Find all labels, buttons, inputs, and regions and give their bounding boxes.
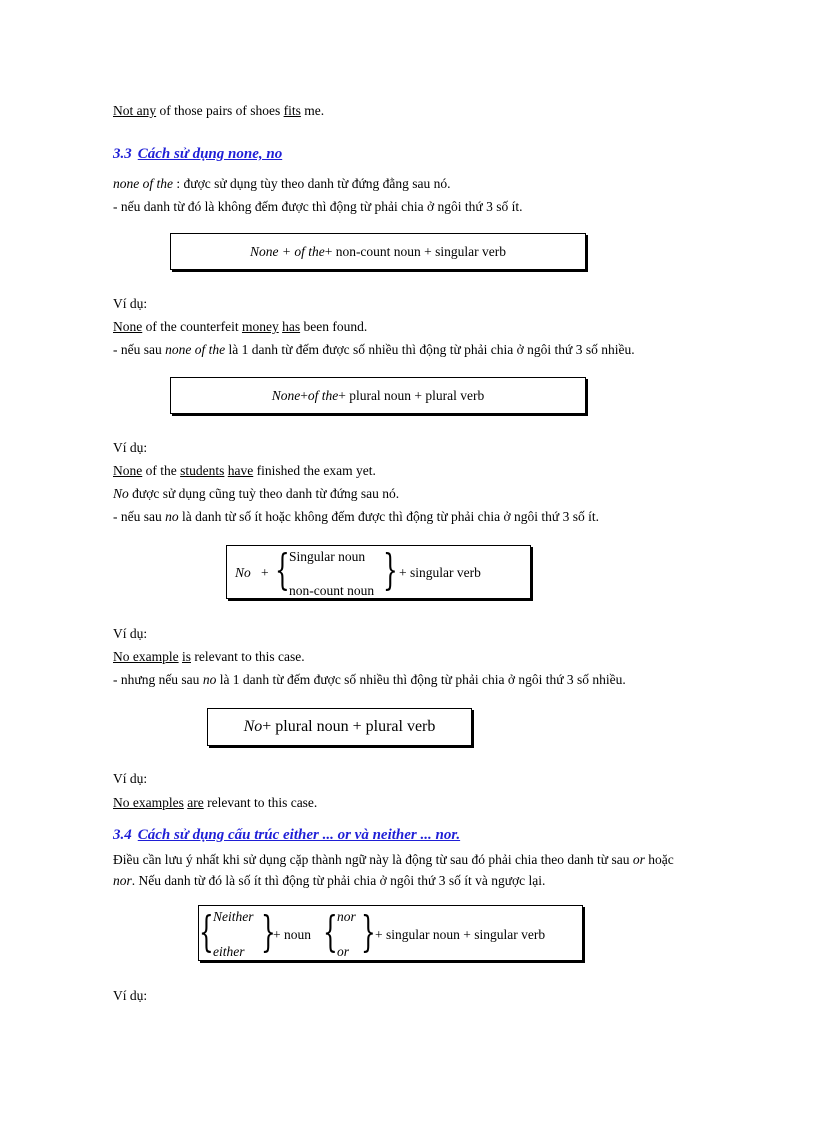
- text: me.: [300, 103, 325, 118]
- text: students: [180, 463, 225, 478]
- text: None: [113, 463, 143, 478]
- text: được sử dụng cũng tuỳ theo danh từ đứng sau nó.: [128, 486, 400, 501]
- paragraph: [113, 873, 545, 889]
- text: money: [241, 319, 279, 334]
- paragraph: [113, 509, 599, 525]
- text: none of the: [113, 176, 173, 191]
- text: None: [271, 387, 301, 403]
- vi-du-label: Ví dụ:: [113, 440, 148, 455]
- text: No example: [113, 649, 179, 664]
- text: of the: [307, 387, 339, 403]
- text: + plural noun + plural verb: [262, 718, 436, 735]
- text: fits: [283, 103, 301, 118]
- vi-du-label: Ví dụ:: [113, 296, 148, 311]
- text: None: [113, 319, 143, 334]
- right-brace-icon: }: [261, 907, 276, 956]
- formula-box-no-plural: [207, 708, 472, 746]
- text: no: [165, 509, 179, 524]
- text: No: [235, 565, 251, 580]
- formula-box-none-noncount: [170, 233, 586, 270]
- text: nor: [337, 909, 356, 924]
- example-sentence: [113, 795, 317, 811]
- text: No: [113, 486, 129, 501]
- text: been found.: [300, 319, 368, 334]
- text: Not any: [113, 103, 157, 118]
- vi-du-label: Ví dụ:: [113, 626, 148, 641]
- text: or: [337, 944, 350, 959]
- text: Điều cần lưu ý nhất khi sử dụng cặp thành ngữ này là động từ sau đó phải chia theo danh từ sau: [113, 852, 633, 867]
- section-number: 3.4: [113, 827, 132, 843]
- section-heading-3-4: [113, 827, 460, 844]
- text: either: [213, 944, 245, 959]
- text: no: [202, 672, 217, 687]
- formula-box-none-plural: [170, 377, 586, 414]
- text: + noun: [273, 927, 311, 942]
- left-brace-icon: {: [199, 907, 214, 956]
- text: No: [243, 718, 263, 735]
- formula-box-no-singular: [226, 545, 531, 599]
- text: - nếu sau: [113, 342, 166, 357]
- section-heading-3-3: [113, 146, 282, 163]
- text: + singular verb: [399, 565, 481, 580]
- text: or: [632, 852, 645, 867]
- section-title[interactable]: Cách sử dụng cấu trúc either ... or và neither ... nor.: [137, 827, 461, 843]
- text: +: [300, 387, 308, 403]
- text: relevant to this case.: [203, 795, 318, 810]
- example-sentence: [113, 463, 376, 479]
- left-brace-icon: {: [323, 907, 338, 956]
- text: None + of the: [249, 243, 325, 259]
- paragraph: [113, 486, 399, 502]
- text: of those pairs of shoes: [156, 103, 284, 118]
- formula-box-either-neither: [198, 905, 583, 961]
- paragraph: [113, 852, 674, 868]
- text: finished the exam yet.: [253, 463, 376, 478]
- text: relevant to this case.: [191, 649, 305, 664]
- text: is: [181, 649, 191, 664]
- paragraph: [113, 672, 626, 688]
- text: : được sử dụng tùy theo danh từ đứng đằng sau nó.: [173, 176, 451, 191]
- example-not-any: [113, 103, 324, 119]
- text: . Nếu danh từ đó là số ít thì động từ phải chia ở ngôi thứ 3 số ít và ngược lại.: [131, 873, 546, 888]
- text: nor: [113, 873, 132, 888]
- paragraph: [113, 176, 451, 192]
- vi-du-label: Ví dụ:: [113, 771, 148, 786]
- text: + singular noun + singular verb: [375, 927, 546, 942]
- text: non-count noun: [289, 583, 375, 598]
- text: have: [227, 463, 254, 478]
- text: là 1 danh từ đếm được số nhiều thì động từ phải chia ở ngôi thứ 3 số nhiều.: [225, 342, 635, 357]
- paragraph: [113, 199, 523, 215]
- paragraph: [113, 342, 635, 358]
- example-sentence: [113, 319, 367, 335]
- text: hoặc: [644, 852, 674, 867]
- right-brace-icon: }: [361, 907, 376, 956]
- text: of the: [142, 463, 181, 478]
- text: Neither: [213, 909, 254, 924]
- right-brace-icon: }: [383, 545, 398, 594]
- text: là 1 danh từ đếm được số nhiều thì động từ phải chia ở ngôi thứ 3 số nhiều.: [216, 672, 626, 687]
- text: + plural noun + plural verb: [338, 387, 485, 403]
- text: - nếu danh từ đó là không đếm được thì động từ phải chia ở ngôi thứ 3 số ít.: [113, 199, 523, 214]
- text: are: [187, 795, 204, 810]
- vi-du-label: Ví dụ:: [113, 988, 148, 1003]
- left-brace-icon: {: [275, 545, 290, 594]
- text: has: [282, 319, 301, 334]
- section-title[interactable]: Cách sử dụng none, no: [137, 146, 283, 162]
- text: Singular noun: [289, 549, 366, 564]
- text: - nếu sau: [113, 509, 166, 524]
- text: - nhưng nếu sau: [113, 672, 203, 687]
- text: + non-count noun + singular verb: [324, 243, 507, 259]
- example-sentence: [113, 649, 305, 665]
- text: là danh từ số ít hoặc không đếm được thì động từ phải chia ở ngôi thứ 3 số ít.: [178, 509, 599, 524]
- text: No examples: [113, 795, 184, 810]
- section-number: 3.3: [113, 146, 132, 162]
- text: +: [261, 565, 269, 580]
- text: none of the: [165, 342, 226, 357]
- text: of the counterfeit: [142, 319, 242, 334]
